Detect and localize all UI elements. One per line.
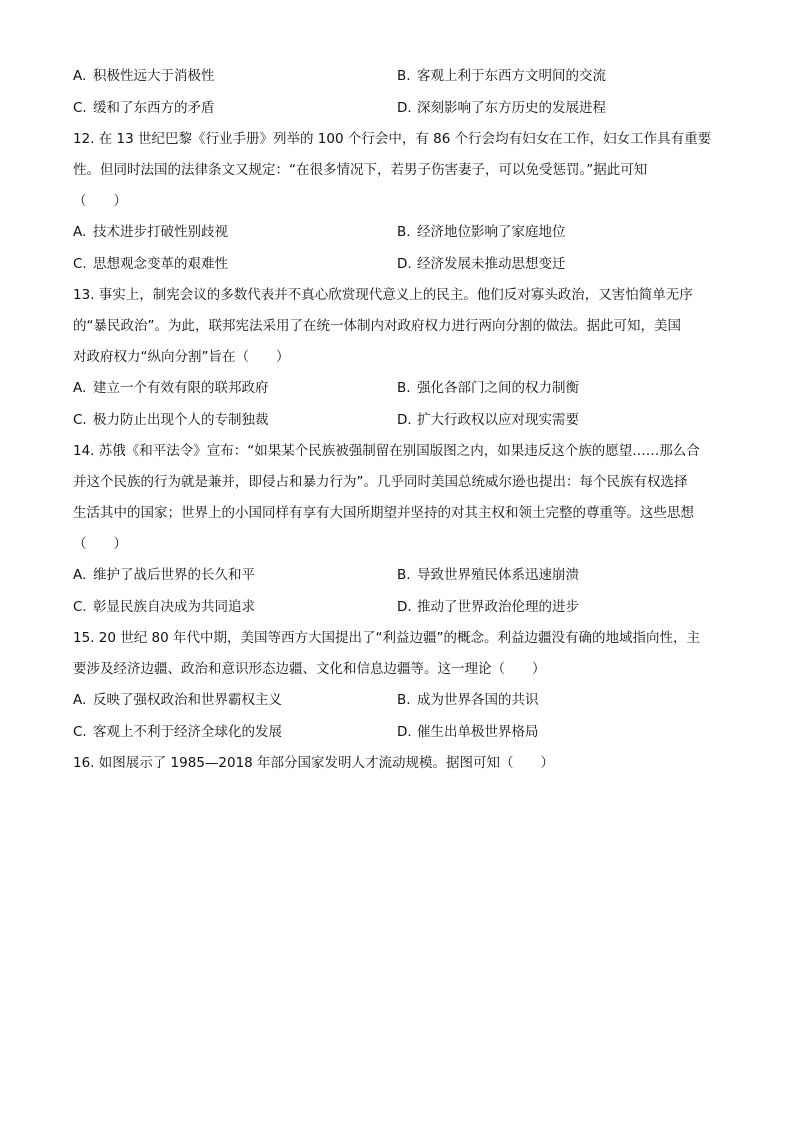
option-letter: D. bbox=[397, 256, 412, 272]
q13-option-a bbox=[73, 378, 269, 398]
option-text: 彰显民族自决成为共同追求 bbox=[93, 599, 255, 615]
q12-option-b bbox=[397, 222, 566, 242]
option-text: 维护了战后世界的长久和平 bbox=[93, 567, 255, 583]
q11-option-b bbox=[397, 66, 606, 86]
option-letter: B. bbox=[397, 380, 411, 396]
option-letter: B. bbox=[397, 692, 411, 708]
q13-option-d bbox=[397, 410, 579, 430]
option-text: 客观上利于东西方文明间的交流 bbox=[417, 68, 606, 84]
option-letter: A. bbox=[73, 567, 87, 583]
q14-option-c bbox=[73, 597, 255, 617]
q13-stem-line-2: 的“暴民政治”。为此，联邦宪法采用了在统一体制内对政府权力进行两向分割的做法。据此可知，美国 bbox=[73, 318, 681, 334]
option-letter: A. bbox=[73, 224, 87, 240]
q14-stem-line-1: 14. 苏俄《和平法令》宣布：“如果某个民族被强制留在别国版图之内，如果违反这个族的愿望……那么合 bbox=[73, 443, 700, 459]
q15-option-a bbox=[73, 690, 282, 710]
q15-stem-line-1: 15. 20 世纪 80 年代中期，美国等西方大国提出了“利益边疆”的概念。利益边疆没有确的地域指向性，主 bbox=[73, 630, 700, 646]
option-text: 积极性远大于消极性 bbox=[93, 68, 215, 84]
option-letter: C. bbox=[73, 599, 87, 615]
option-letter: B. bbox=[397, 567, 411, 583]
option-letter: C. bbox=[73, 412, 87, 428]
option-text: 深刻影响了东方历史的发展进程 bbox=[417, 100, 606, 116]
option-text: 技术进步打破性别歧视 bbox=[93, 224, 228, 240]
option-text: 经济发展未推动思想变迁 bbox=[417, 256, 566, 272]
q12-option-a bbox=[73, 222, 228, 242]
q11-option-d bbox=[397, 98, 606, 118]
q13-stem-line-3: 对政府权力“纵向分割”旨在（ ） bbox=[73, 349, 290, 365]
q12-answer-blank: （ ） bbox=[73, 193, 127, 209]
q14-option-d bbox=[397, 597, 579, 617]
q11-option-a bbox=[73, 66, 215, 86]
q15-option-b bbox=[397, 690, 539, 710]
option-letter: C. bbox=[73, 724, 87, 740]
option-letter: C. bbox=[73, 256, 87, 272]
option-letter: C. bbox=[73, 100, 87, 116]
option-text: 建立一个有效有限的联邦政府 bbox=[93, 380, 269, 396]
option-text: 客观上不利于经济全球化的发展 bbox=[93, 724, 282, 740]
q15-option-c bbox=[73, 722, 282, 742]
q11-option-c bbox=[73, 98, 215, 118]
q15-stem-line-2: 要涉及经济边疆、政治和意识形态边疆、文化和信息边疆等。这一理论（ ） bbox=[73, 661, 546, 677]
q16-stem-line-1: 16. 如图展示了 1985—2018 年部分国家发明人才流动规模。据图可知（ ） bbox=[73, 755, 555, 771]
option-text: 推动了世界政治伦理的进步 bbox=[417, 599, 579, 615]
option-letter: D. bbox=[397, 412, 412, 428]
option-text: 反映了强权政治和世界霸权主义 bbox=[93, 692, 282, 708]
option-text: 扩大行政权以应对现实需要 bbox=[417, 412, 579, 428]
option-text: 成为世界各国的共识 bbox=[417, 692, 539, 708]
option-letter: B. bbox=[397, 68, 411, 84]
q13-option-b bbox=[397, 378, 579, 398]
option-letter: A. bbox=[73, 68, 87, 84]
q15-option-d bbox=[397, 722, 539, 742]
option-letter: B. bbox=[397, 224, 411, 240]
q12-option-d bbox=[397, 254, 566, 274]
option-letter: D. bbox=[397, 100, 412, 116]
option-text: 导致世界殖民体系迅速崩溃 bbox=[417, 567, 579, 583]
option-letter: A. bbox=[73, 380, 87, 396]
q13-stem-line-1: 13. 事实上，制宪会议的多数代表并不真心欣赏现代意义上的民主。他们反对寡头政治，又害怕简单无序 bbox=[73, 287, 693, 303]
q14-answer-blank: （ ） bbox=[73, 536, 127, 552]
option-text: 催生出单极世界格局 bbox=[417, 724, 539, 740]
option-text: 缓和了东西方的矛盾 bbox=[93, 100, 215, 116]
q13-option-c bbox=[73, 410, 269, 430]
q12-stem-line-1: 12. 在 13 世纪巴黎《行业手册》列举的 100 个行会中，有 86 个行会均有妇女在工作，妇女工作具有重要 bbox=[73, 131, 712, 147]
option-text: 极力防止出现个人的专制独裁 bbox=[93, 412, 269, 428]
option-letter: A. bbox=[73, 692, 87, 708]
q14-option-b bbox=[397, 565, 579, 585]
option-text: 思想观念变革的艰难性 bbox=[93, 256, 228, 272]
q14-option-a bbox=[73, 565, 255, 585]
option-letter: D. bbox=[397, 599, 412, 615]
option-text: 经济地位影响了家庭地位 bbox=[417, 224, 566, 240]
q14-stem-line-3: 生活其中的国家；世界上的小国同样有享有大国所期望并坚持的对其主权和领土完整的尊重等。这些思想 bbox=[73, 505, 694, 521]
option-letter: D. bbox=[397, 724, 412, 740]
q12-stem-line-2: 性。但同时法国的法律条文又规定：“在很多情况下，若男子伤害妻子，可以免受惩罚。”据此可知 bbox=[73, 162, 648, 178]
option-text: 强化各部门之间的权力制衡 bbox=[417, 380, 579, 396]
q12-option-c bbox=[73, 254, 228, 274]
q14-stem-line-2: 并这个民族的行为就是兼并，即侵占和暴力行为”。几乎同时美国总统威尔逊也提出：每个民族有权选择 bbox=[73, 474, 688, 490]
